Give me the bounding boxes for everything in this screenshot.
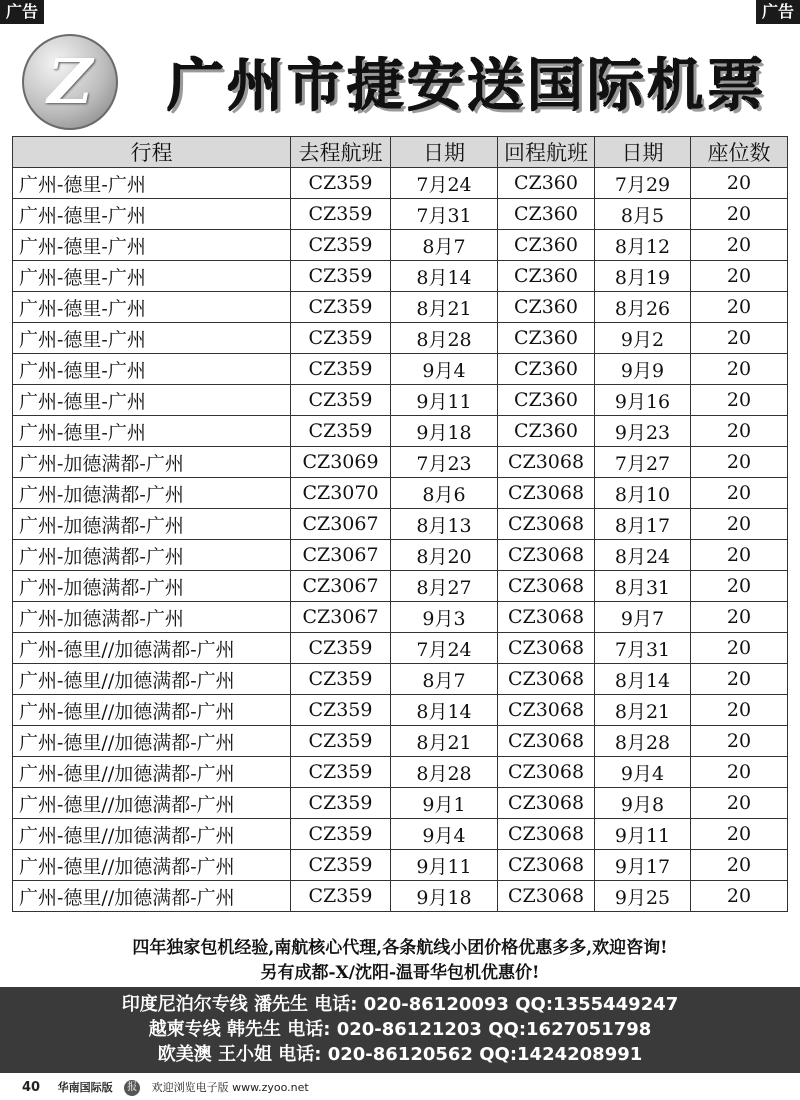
outbound-flight-cell: CZ359 — [291, 292, 391, 323]
return-flight-cell: CZ360 — [498, 199, 595, 230]
outbound-flight-cell: CZ359 — [291, 881, 391, 912]
contact-line-india-nepal: 印度尼泊尔专线 潘先生 电话: 020-86120093 QQ:1355449247 — [121, 994, 679, 1015]
return-date-cell: 8月24 — [595, 540, 691, 571]
return-date-cell: 9月23 — [595, 416, 691, 447]
column-header-route: 行程 — [13, 137, 291, 168]
outbound-flight-cell: CZ359 — [291, 850, 391, 881]
outbound-date-cell: 9月1 — [391, 788, 498, 819]
outbound-date-cell: 9月11 — [391, 850, 498, 881]
outbound-flight-cell: CZ3067 — [291, 509, 391, 540]
return-date-cell: 8月28 — [595, 726, 691, 757]
promo-notes — [0, 936, 800, 986]
table-row — [13, 633, 788, 664]
return-date-cell: 9月16 — [595, 385, 691, 416]
return-flight-cell: CZ360 — [498, 416, 595, 447]
outbound-date-cell: 8月27 — [391, 571, 498, 602]
route-cell: 广州-加德满都-广州 — [13, 447, 291, 478]
outbound-flight-cell: CZ3070 — [291, 478, 391, 509]
outbound-date-cell: 8月20 — [391, 540, 498, 571]
route-cell: 广州-德里-广州 — [13, 261, 291, 292]
table-row — [13, 447, 788, 478]
seats-cell: 20 — [691, 509, 788, 540]
table-row — [13, 819, 788, 850]
outbound-date-cell: 8月14 — [391, 695, 498, 726]
return-date-cell: 9月25 — [595, 881, 691, 912]
return-flight-cell: CZ360 — [498, 261, 595, 292]
logo-z-icon: Z — [47, 45, 93, 118]
table-row — [13, 385, 788, 416]
table-row — [13, 695, 788, 726]
return-date-cell: 9月4 — [595, 757, 691, 788]
outbound-date-cell: 8月14 — [391, 261, 498, 292]
seats-cell: 20 — [691, 726, 788, 757]
seats-cell: 20 — [691, 757, 788, 788]
return-date-cell: 9月9 — [595, 354, 691, 385]
outbound-flight-cell: CZ359 — [291, 788, 391, 819]
promo-line-1: 四年独家包机经验,南航核心代理,各条航线小团价格优惠多多,欢迎咨询! — [132, 938, 668, 958]
outbound-flight-cell: CZ3067 — [291, 602, 391, 633]
seats-cell: 20 — [691, 385, 788, 416]
outbound-flight-cell: CZ359 — [291, 633, 391, 664]
table-row — [13, 571, 788, 602]
outbound-flight-cell: CZ359 — [291, 726, 391, 757]
return-flight-cell: CZ3068 — [498, 819, 595, 850]
return-flight-cell: CZ360 — [498, 354, 595, 385]
table-row — [13, 230, 788, 261]
outbound-flight-cell: CZ359 — [291, 230, 391, 261]
return-flight-cell: CZ3068 — [498, 664, 595, 695]
table-row — [13, 726, 788, 757]
outbound-date-cell: 9月4 — [391, 354, 498, 385]
outbound-flight-cell: CZ3069 — [291, 447, 391, 478]
table-row — [13, 850, 788, 881]
seats-cell: 20 — [691, 540, 788, 571]
outbound-flight-cell: CZ359 — [291, 819, 391, 850]
outbound-flight-cell: CZ359 — [291, 199, 391, 230]
route-cell: 广州-德里//加德满都-广州 — [13, 788, 291, 819]
table-row — [13, 602, 788, 633]
return-date-cell: 8月31 — [595, 571, 691, 602]
company-logo — [22, 34, 118, 130]
route-cell: 广州-加德满都-广州 — [13, 602, 291, 633]
seats-cell: 20 — [691, 633, 788, 664]
seats-cell: 20 — [691, 230, 788, 261]
seats-cell: 20 — [691, 788, 788, 819]
route-cell: 广州-德里//加德满都-广州 — [13, 695, 291, 726]
footer-tagline: 欢迎浏览电子版 www.zyoo.net — [151, 1081, 309, 1094]
return-date-cell: 9月8 — [595, 788, 691, 819]
table-row — [13, 540, 788, 571]
column-header-outbound-date: 日期 — [391, 137, 498, 168]
flight-schedule-table — [12, 136, 788, 912]
route-cell: 广州-德里//加德满都-广州 — [13, 881, 291, 912]
contact-line-vietnam-cambodia: 越柬专线 韩先生 电话: 020-86121203 QQ:1627051798 — [148, 1019, 652, 1040]
route-cell: 广州-德里//加德满都-广州 — [13, 819, 291, 850]
table-row — [13, 354, 788, 385]
publication-badge-icon: 报 — [124, 1080, 140, 1096]
table-row — [13, 323, 788, 354]
route-cell: 广州-德里//加德满都-广州 — [13, 850, 291, 881]
outbound-date-cell: 8月28 — [391, 757, 498, 788]
route-cell: 广州-德里//加德满都-广州 — [13, 726, 291, 757]
column-header-return-flight: 回程航班 — [498, 137, 595, 168]
outbound-date-cell: 9月3 — [391, 602, 498, 633]
column-header-seats: 座位数 — [691, 137, 788, 168]
route-cell: 广州-德里-广州 — [13, 292, 291, 323]
return-date-cell: 9月17 — [595, 850, 691, 881]
route-cell: 广州-德里-广州 — [13, 199, 291, 230]
table-row — [13, 757, 788, 788]
return-date-cell: 8月14 — [595, 664, 691, 695]
route-cell: 广州-加德满都-广州 — [13, 478, 291, 509]
route-cell: 广州-德里-广州 — [13, 385, 291, 416]
return-date-cell: 8月26 — [595, 292, 691, 323]
ad-tag-left: 广告 — [0, 0, 44, 24]
return-flight-cell: CZ3068 — [498, 447, 595, 478]
return-date-cell: 7月27 — [595, 447, 691, 478]
route-cell: 广州-加德满都-广州 — [13, 509, 291, 540]
contact-panel — [0, 987, 800, 1073]
seats-cell: 20 — [691, 168, 788, 199]
promo-line-2: 另有成都-X/沈阳-温哥华包机优惠价! — [260, 963, 540, 983]
column-header-outbound-flight: 去程航班 — [291, 137, 391, 168]
table-row — [13, 168, 788, 199]
return-date-cell: 7月31 — [595, 633, 691, 664]
return-flight-cell: CZ3068 — [498, 881, 595, 912]
route-cell: 广州-德里-广州 — [13, 230, 291, 261]
outbound-flight-cell: CZ359 — [291, 416, 391, 447]
table-row — [13, 509, 788, 540]
outbound-date-cell: 9月18 — [391, 881, 498, 912]
return-date-cell: 8月12 — [595, 230, 691, 261]
seats-cell: 20 — [691, 447, 788, 478]
return-flight-cell: CZ360 — [498, 385, 595, 416]
table-row — [13, 478, 788, 509]
outbound-flight-cell: CZ359 — [291, 695, 391, 726]
outbound-flight-cell: CZ359 — [291, 354, 391, 385]
outbound-date-cell: 7月31 — [391, 199, 498, 230]
return-flight-cell: CZ3068 — [498, 509, 595, 540]
return-date-cell: 9月2 — [595, 323, 691, 354]
route-cell: 广州-德里-广州 — [13, 354, 291, 385]
outbound-date-cell: 8月13 — [391, 509, 498, 540]
outbound-date-cell: 9月4 — [391, 819, 498, 850]
return-flight-cell: CZ360 — [498, 168, 595, 199]
return-flight-cell: CZ360 — [498, 323, 595, 354]
outbound-flight-cell: CZ359 — [291, 168, 391, 199]
outbound-date-cell: 8月21 — [391, 726, 498, 757]
return-flight-cell: CZ3068 — [498, 726, 595, 757]
seats-cell: 20 — [691, 664, 788, 695]
contact-line-europe-america-australia: 欧美澳 王小姐 电话: 020-86120562 QQ:1424208991 — [157, 1044, 643, 1065]
outbound-flight-cell: CZ359 — [291, 385, 391, 416]
route-cell: 广州-德里//加德满都-广州 — [13, 633, 291, 664]
return-flight-cell: CZ360 — [498, 292, 595, 323]
company-title: 广州市捷安送国际机票 — [167, 54, 768, 119]
page-footer — [22, 1078, 309, 1098]
table-row — [13, 261, 788, 292]
return-date-cell: 9月11 — [595, 819, 691, 850]
page-number: 40 — [22, 1080, 41, 1095]
table-header-row — [13, 137, 788, 168]
route-cell: 广州-加德满都-广州 — [13, 540, 291, 571]
return-flight-cell: CZ3068 — [498, 602, 595, 633]
outbound-date-cell: 7月24 — [391, 168, 498, 199]
seats-cell: 20 — [691, 416, 788, 447]
outbound-flight-cell: CZ359 — [291, 261, 391, 292]
outbound-date-cell: 8月7 — [391, 230, 498, 261]
route-cell: 广州-德里//加德满都-广州 — [13, 757, 291, 788]
route-cell: 广州-德里-广州 — [13, 323, 291, 354]
seats-cell: 20 — [691, 602, 788, 633]
route-cell: 广州-德里-广州 — [13, 168, 291, 199]
return-date-cell: 8月10 — [595, 478, 691, 509]
outbound-flight-cell: CZ359 — [291, 757, 391, 788]
outbound-date-cell: 7月23 — [391, 447, 498, 478]
seats-cell: 20 — [691, 261, 788, 292]
seats-cell: 20 — [691, 571, 788, 602]
route-cell: 广州-加德满都-广州 — [13, 571, 291, 602]
outbound-date-cell: 8月7 — [391, 664, 498, 695]
publication-name: 华南国际版 — [57, 1081, 113, 1094]
outbound-flight-cell: CZ3067 — [291, 540, 391, 571]
return-date-cell: 7月29 — [595, 168, 691, 199]
seats-cell: 20 — [691, 478, 788, 509]
seats-cell: 20 — [691, 881, 788, 912]
seats-cell: 20 — [691, 850, 788, 881]
return-date-cell: 8月17 — [595, 509, 691, 540]
return-flight-cell: CZ360 — [498, 230, 595, 261]
outbound-date-cell: 7月24 — [391, 633, 498, 664]
outbound-date-cell: 8月6 — [391, 478, 498, 509]
outbound-date-cell: 9月18 — [391, 416, 498, 447]
return-date-cell: 9月7 — [595, 602, 691, 633]
table-row — [13, 416, 788, 447]
return-flight-cell: CZ3068 — [498, 540, 595, 571]
seats-cell: 20 — [691, 292, 788, 323]
table-row — [13, 881, 788, 912]
return-flight-cell: CZ3068 — [498, 633, 595, 664]
seats-cell: 20 — [691, 323, 788, 354]
return-flight-cell: CZ3068 — [498, 695, 595, 726]
outbound-date-cell: 9月11 — [391, 385, 498, 416]
seats-cell: 20 — [691, 819, 788, 850]
return-flight-cell: CZ3068 — [498, 757, 595, 788]
table-row — [13, 292, 788, 323]
column-header-return-date: 日期 — [595, 137, 691, 168]
seats-cell: 20 — [691, 354, 788, 385]
table-row — [13, 664, 788, 695]
outbound-date-cell: 8月21 — [391, 292, 498, 323]
outbound-date-cell: 8月28 — [391, 323, 498, 354]
outbound-flight-cell: CZ359 — [291, 664, 391, 695]
outbound-flight-cell: CZ3067 — [291, 571, 391, 602]
return-flight-cell: CZ3068 — [498, 571, 595, 602]
ad-header — [0, 24, 800, 136]
return-flight-cell: CZ3068 — [498, 478, 595, 509]
route-cell: 广州-德里-广州 — [13, 416, 291, 447]
return-date-cell: 8月19 — [595, 261, 691, 292]
table-row — [13, 199, 788, 230]
return-date-cell: 8月21 — [595, 695, 691, 726]
seats-cell: 20 — [691, 199, 788, 230]
seats-cell: 20 — [691, 695, 788, 726]
return-date-cell: 8月5 — [595, 199, 691, 230]
return-flight-cell: CZ3068 — [498, 850, 595, 881]
return-flight-cell: CZ3068 — [498, 788, 595, 819]
table-row — [13, 788, 788, 819]
ad-tag-right: 广告 — [756, 0, 800, 24]
route-cell: 广州-德里//加德满都-广州 — [13, 664, 291, 695]
outbound-flight-cell: CZ359 — [291, 323, 391, 354]
